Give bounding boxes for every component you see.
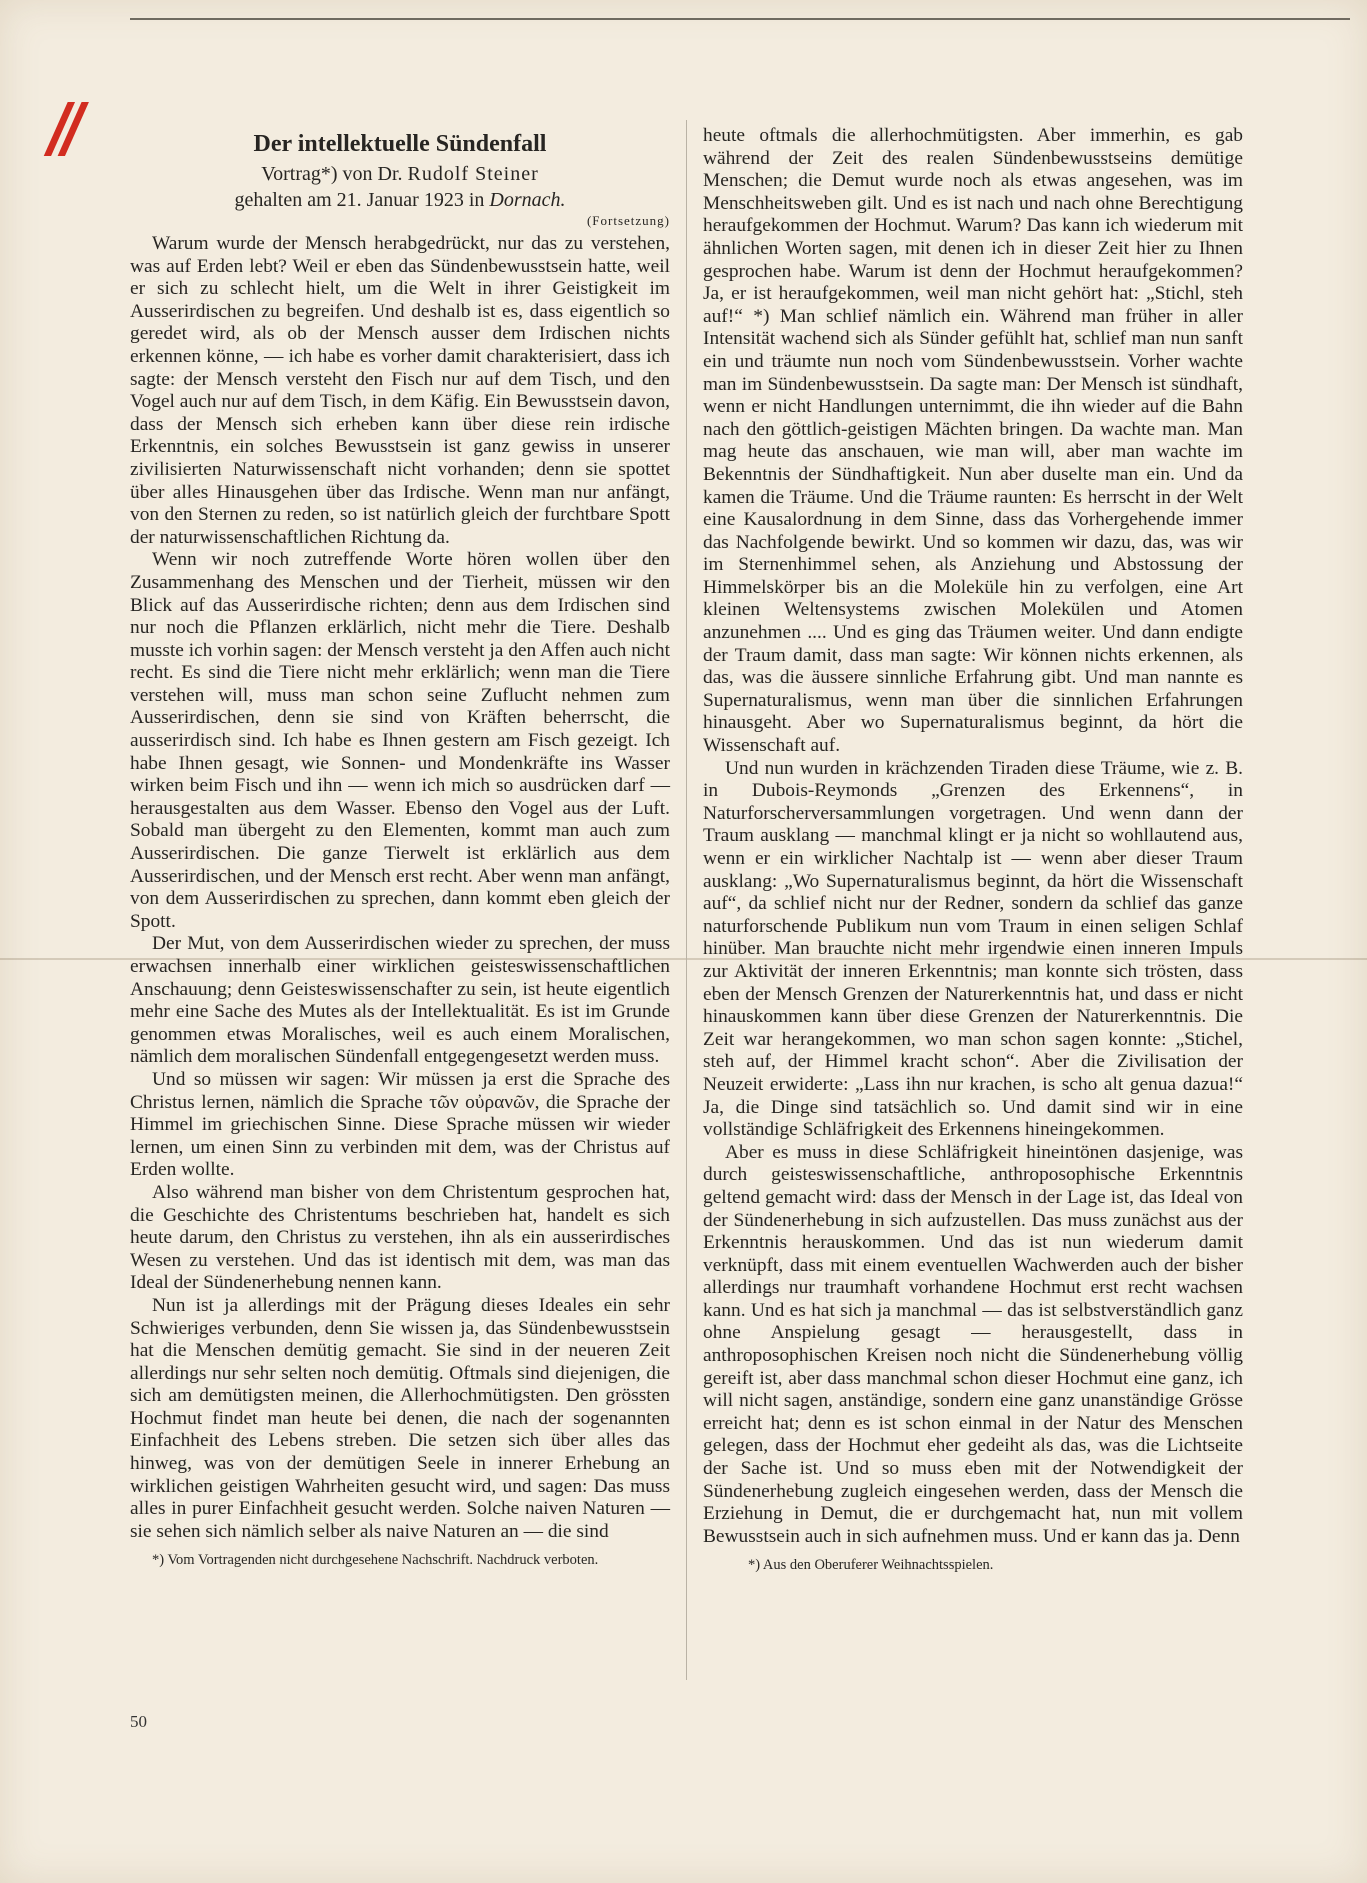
held-text: gehalten am 21. Januar 1923 in <box>234 189 490 211</box>
byline <box>130 161 670 187</box>
byline-prefix: Vortrag*) von Dr. <box>261 163 408 185</box>
paragraph: Nun ist ja allerdings mit der Prägung dieses Ideales ein sehr Schwieriges verbunden, denn Sie wissen ja, das Sündenbewusstsein hat die Menschen demütig gemacht. Sie sind in der neueren Zeit allerdings nur sehr selten noch demütig. Oftmals sind diejenigen, die sich am demütigsten meinen, die Allerhochmütigsten. Den grössten Hochmut findet man heute bei denen, die nach der sogenannten Einfachheit des Lebens streben. Die setzen sich über alles das hinweg, was von der demütigen Seele in innerer Erhebung an wirklichen geistigen Wahrheiten gesucht wird, und sagen: Das muss alles in purer Einfachheit gesucht werden. Solche naiven Naturen — sie sehen sich nämlich selber als naive Naturen an — die sind <box>130 1294 670 1542</box>
column-divider <box>686 120 687 1680</box>
author-name: Rudolf Steiner <box>407 163 539 185</box>
right-column <box>703 125 1243 1575</box>
paragraph: Wenn wir noch zutreffende Worte hören wollen über den Zusammenhang des Menschen und der Tierheit, müssen wir den Blick auf das Ausserirdische richten; denn aus dem Irdischen sind nur noch die Pflanzen erklärlich, nicht mehr die Tiere. Deshalb musste ich vorhin sagen: der Mensch versteht ja den Affen auch nicht recht. Es sind die Tiere nicht mehr erklärlich; wenn man die Tiere verstehen will, muss man schon seine Zuflucht nehmen zum Ausserirdischen, denn sie sind von Kräften beherrscht, die ausserirdisch sind. Ich habe es Ihnen gestern am Fisch gezeigt. Ich habe Ihnen gesagt, wie Sonnen- und Mondenkräfte ins Wasser wirken beim Fisch und ihn — wenn ich mich so ausdrücken darf — herausgestalten aus dem Wasser. Ebenso den Vogel aus der Luft. Sobald man übergeht zu den Elementen, kommt man auch zum Ausserirdischen. Die ganze Tierwelt ist erklärlich aus dem Ausserirdischen, und der Mensch erst recht. Aber wenn man anfängt, von dem Ausserirdischen zu sprechen, dann kommt eben gleich der Spott. <box>130 549 670 932</box>
footnote: *) Aus den Oberuferer Weihnachtsspielen. <box>748 1557 994 1574</box>
paragraph: Also während man bisher von dem Christentum gesprochen hat, die Geschichte des Christentums beschrieben hat, handelt es sich heute darum, den Christus zu verstehen, ihn als ein ausserirdisches Wesen zu verstehen. Und das ist identisch mit dem, was man das Ideal der Sündenerhebung nennen kann. <box>130 1181 670 1294</box>
top-rule <box>130 18 1350 20</box>
paragraph: Und so müssen wir sagen: Wir müssen ja erst die Sprache des Christus lernen, nämlich die Sprache τῶν οὐρανῶν, die Sprache der Himmel im griechischen Sinne. Diese Sprache müssen wir wieder lernen, um einen Sinn zu verbinden mit dem, was der Christus auf Erden wollte. <box>130 1068 670 1181</box>
article-title: Der intellektuelle Sündenfall <box>253 131 547 157</box>
page-number: 50 <box>130 1712 147 1731</box>
lecture-date <box>130 187 670 213</box>
paragraph: heute oftmals die allerhochmütigsten. Aber immerhin, es gab während der Zeit des realen Sündenbewusstseins demütige Menschen; die Demut wurde noch als etwas angesehen, was im Menschheitsweben gilt. Und es ist nach und nach ohne Berechtigung heraufgekommen der Hochmut. Warum? Das kann ich wiederum mit ähnlichen Worten sagen, mit denen ich in dieser Zeit hier zu Ihnen gesprochen habe. Warum ist denn der Hochmut heraufgekommen? Ja, er ist heraufgekommen, weil man nicht gehört hat: „Stichl, steh auf!“ *) Man schlief nämlich ein. Während man früher in aller Intensität wachend sich als Sünder gefühlt hat, schlief man nun sanft ein und träumte nun noch vom Sündenbewusstsein. Vorher wachte man im Sündenbewusstsein. Da sagte man: Der Mensch ist sündhaft, wenn er nicht Handlungen unternimmt, die ihn wieder auf die Bahn nach den göttlich-geistigen Mächten bringen. Da wachte man. Man mag heute das anschauen, wie man will, aber man wachte im Bekenntnis der Sündhaftigkeit. Nun aber duselte man ein. Und da kamen die Träume. Und die Träume raunten: Es herrscht in der Welt eine Kausalordnung in dem Sinne, dass das Vorhergehende immer das Nachfolgende bewirkt. Und so kommen wir dazu, das, was wir im Sternenhimmel sehen, als Anziehung und Abstossung der Himmelskörper bis an die Moleküle hin zu verfolgen, eine Art kleinen Weltensystems zwischen Molekülen und Atomen anzunehmen .... Und es ging das Träumen weiter. Und dann endigte der Traum damit, dass man sagte: Wir können nichts erkennen, als das, was die äussere sinnliche Erfahrung gibt. Und man nannte es Supernaturalismus, wenn man über die sinnlichen Erfahrungen hinausgeht. Aber wo Supernaturalismus beginnt, da hört die Wissenschaft auf. <box>703 125 1243 757</box>
paragraph: Der Mut, von dem Ausserirdischen wieder zu sprechen, der muss erwachsen innerhalb einer wirklichen geisteswissenschaftlichen Anschauung; denn Geisteswissenschafter zu sein, ist heute eigentlich mehr eine Sache des Mutes als der Intellektualität. Es ist im Grunde genommen etwas Moralisches, weil es auch einem Moralischen, nämlich dem moralischen Sündenfall entgegengesetzt werden muss. <box>130 933 670 1068</box>
paragraph: Und nun wurden in krächzenden Tiraden diese Träume, wie z. B. in Dubois-Reymonds „Grenzen des Erkennens“, in Naturforscherversammlungen vorgetragen. Und wenn dann der Traum ausklang — manchmal klingt er ja nicht so wohllautend aus, wenn er ein wirklicher Nachtalp ist — wenn aber dieser Traum ausklang: „Wo Supernaturalismus beginnt, da hört die Wissenschaft auf“, da schlief nicht nur der Redner, sondern da schlief das ganze naturforschende Publikum nun vom Traum in einen seligen Schlaf hinüber. Man brauchte nicht mehr irgendwie einen inneren Impuls zur Aktivität der inneren Erkenntnis; man konnte sich trösten, dass eben der Mensch Grenzen der Naturerkenntnis hat, und dass er nicht hinauskommen kann über diese Grenzen der Naturerkenntnis. Die Zeit war herangekommen, wo man schon sagen konnte: „Stichel, steh auf, der Himmel kracht schon“. Aber die Zivilisation der Neuzeit erwiderte: „Lass ihn nur krachen, is scho alt genua dazua!“ Ja, die Dinge sind tatsächlich so. Und damit sind wir in eine vollständige Schläfrigkeit des Erkennens hineingekommen. <box>703 757 1243 1141</box>
lecture-place: Dornach. <box>489 189 566 211</box>
footnote: *) Vom Vortragenden nicht durchgesehene Nachschrift. Nachdruck verboten. <box>152 1552 599 1569</box>
paragraph: Aber es muss in diese Schläfrigkeit hineintönen dasjenige, was durch geisteswissenschaftliche, anthroposophische Erkenntnis geltend gemacht wird: dass der Mensch in der Lage ist, das Ideal von der Sündenerhebung in sich aufzustellen. Das muss zunächst aus der Erkenntnis herauskommen. Und das ist nun wiederum damit verknüpft, dass mit einem eventuellen Wachwerden auch der bisher allerdings nur traumhaft vorhandene Hochmut erst recht wachsen kann. Und es hat sich ja manchmal — das ist selbstverständlich ganz ohne Anspielung gesagt — herausgestellt, dass in anthroposophischen Kreisen noch nicht die Sündenerhebung völlig gereift ist, aber dass manchmal schon dieser Hochmut eine ganz, ich will nicht sagen, anständige, sondern eine ganz unanständige Grösse erreicht hat; denn es ist schon einmal in der Natur des Menschen gelegen, dass der Hochmut eher gedeiht als das, was die Lichtseite der Sache ist. Und so muss eben mit der Notwendigkeit der Sündenerhebung zugleich eingesehen werden, dass der Mensch die Erziehung in Demut, die er durchgemacht hat, nun mit vollem Bewusstsein auch in sich aufnehmen muss. Und er kann das ja. Denn <box>703 1141 1243 1547</box>
paragraph: Warum wurde der Mensch herabgedrückt, nur das zu verstehen, was auf Erden lebt? Weil er eben das Sündenbewusstsein hatte, weil er sich zu schlecht hielt, um die Welt in ihrer Geistigkeit im Ausserirdischen zu begreifen. Und deshalb ist es, dass eigentlich so geredet wird, als ob der Mensch ausser dem Irdischen nichts erkennen könne, — ich habe es vorher damit charakterisiert, dass ich sagte: der Mensch versteht den Fisch nur auf dem Tisch, und den Vogel auch nur auf dem Tisch, in dem Käfig. Ein Bewusstsein davon, dass der Mensch sich erheben kann über diese rein irdische Erkenntnis, ein solches Bewusstsein ist ganz gewiss in unserer zivilisierten Naturwissenschaft nicht vorhanden; denn sie spottet über alles Hinausgehen über das Irdische. Wenn man nur anfängt, von den Sternen zu reden, so ist natürlich gleich der furchtbare Spott der naturwissenschaftlichen Richtung da. <box>130 233 670 548</box>
handwritten-margin-mark: II <box>37 88 87 174</box>
left-column <box>130 125 670 1570</box>
continued-label: (Fortsetzung) <box>586 213 670 228</box>
